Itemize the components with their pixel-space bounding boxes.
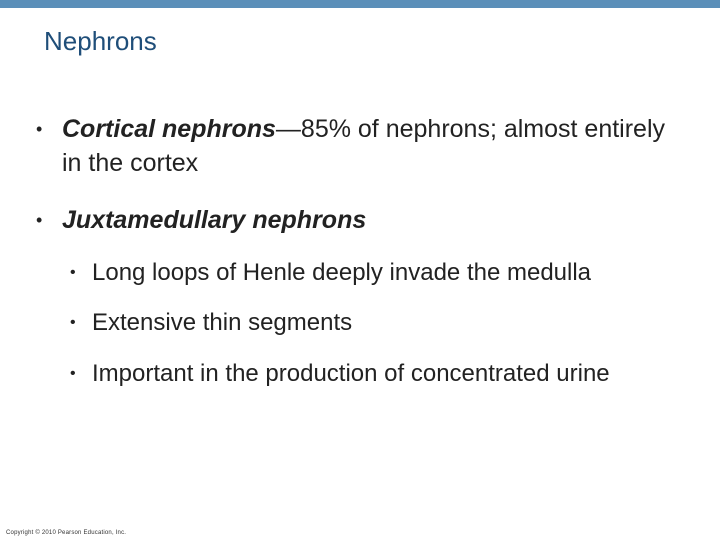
sub-bullet-dot: • <box>70 314 76 331</box>
sub-bullet-text: Long loops of Henle deeply invade the medulla <box>92 259 592 286</box>
copyright-notice: Copyright © 2010 Pearson Education, Inc. <box>6 530 127 536</box>
bullet-text <box>36 112 676 180</box>
sub-bullet-dot: • <box>70 365 76 382</box>
sub-bullet-text: Extensive thin segments <box>92 309 353 336</box>
bullet-term: Juxtamedullary nephrons <box>62 206 367 234</box>
bullet-dot: • <box>36 210 43 230</box>
slide-title: Nephrons <box>44 26 157 56</box>
bullet-description: —85% of nephrons; almost entirely in the cortex <box>62 115 666 177</box>
sub-bullet-loops-of-henle <box>70 256 710 289</box>
bullet-cortical-nephrons <box>36 112 676 180</box>
bullet-text <box>36 203 676 237</box>
sub-bullet-concentrated-urine <box>70 357 670 390</box>
sub-bullet-dot: • <box>70 264 76 281</box>
bullet-term: Cortical nephrons <box>62 115 276 143</box>
sub-bullet-thin-segments <box>70 306 710 339</box>
slide-top-accent-bar <box>0 0 720 8</box>
bullet-dot: • <box>36 119 43 139</box>
bullet-juxtamedullary-nephrons <box>36 203 676 237</box>
sub-bullet-text: Important in the production of concentrated urine <box>92 360 610 387</box>
